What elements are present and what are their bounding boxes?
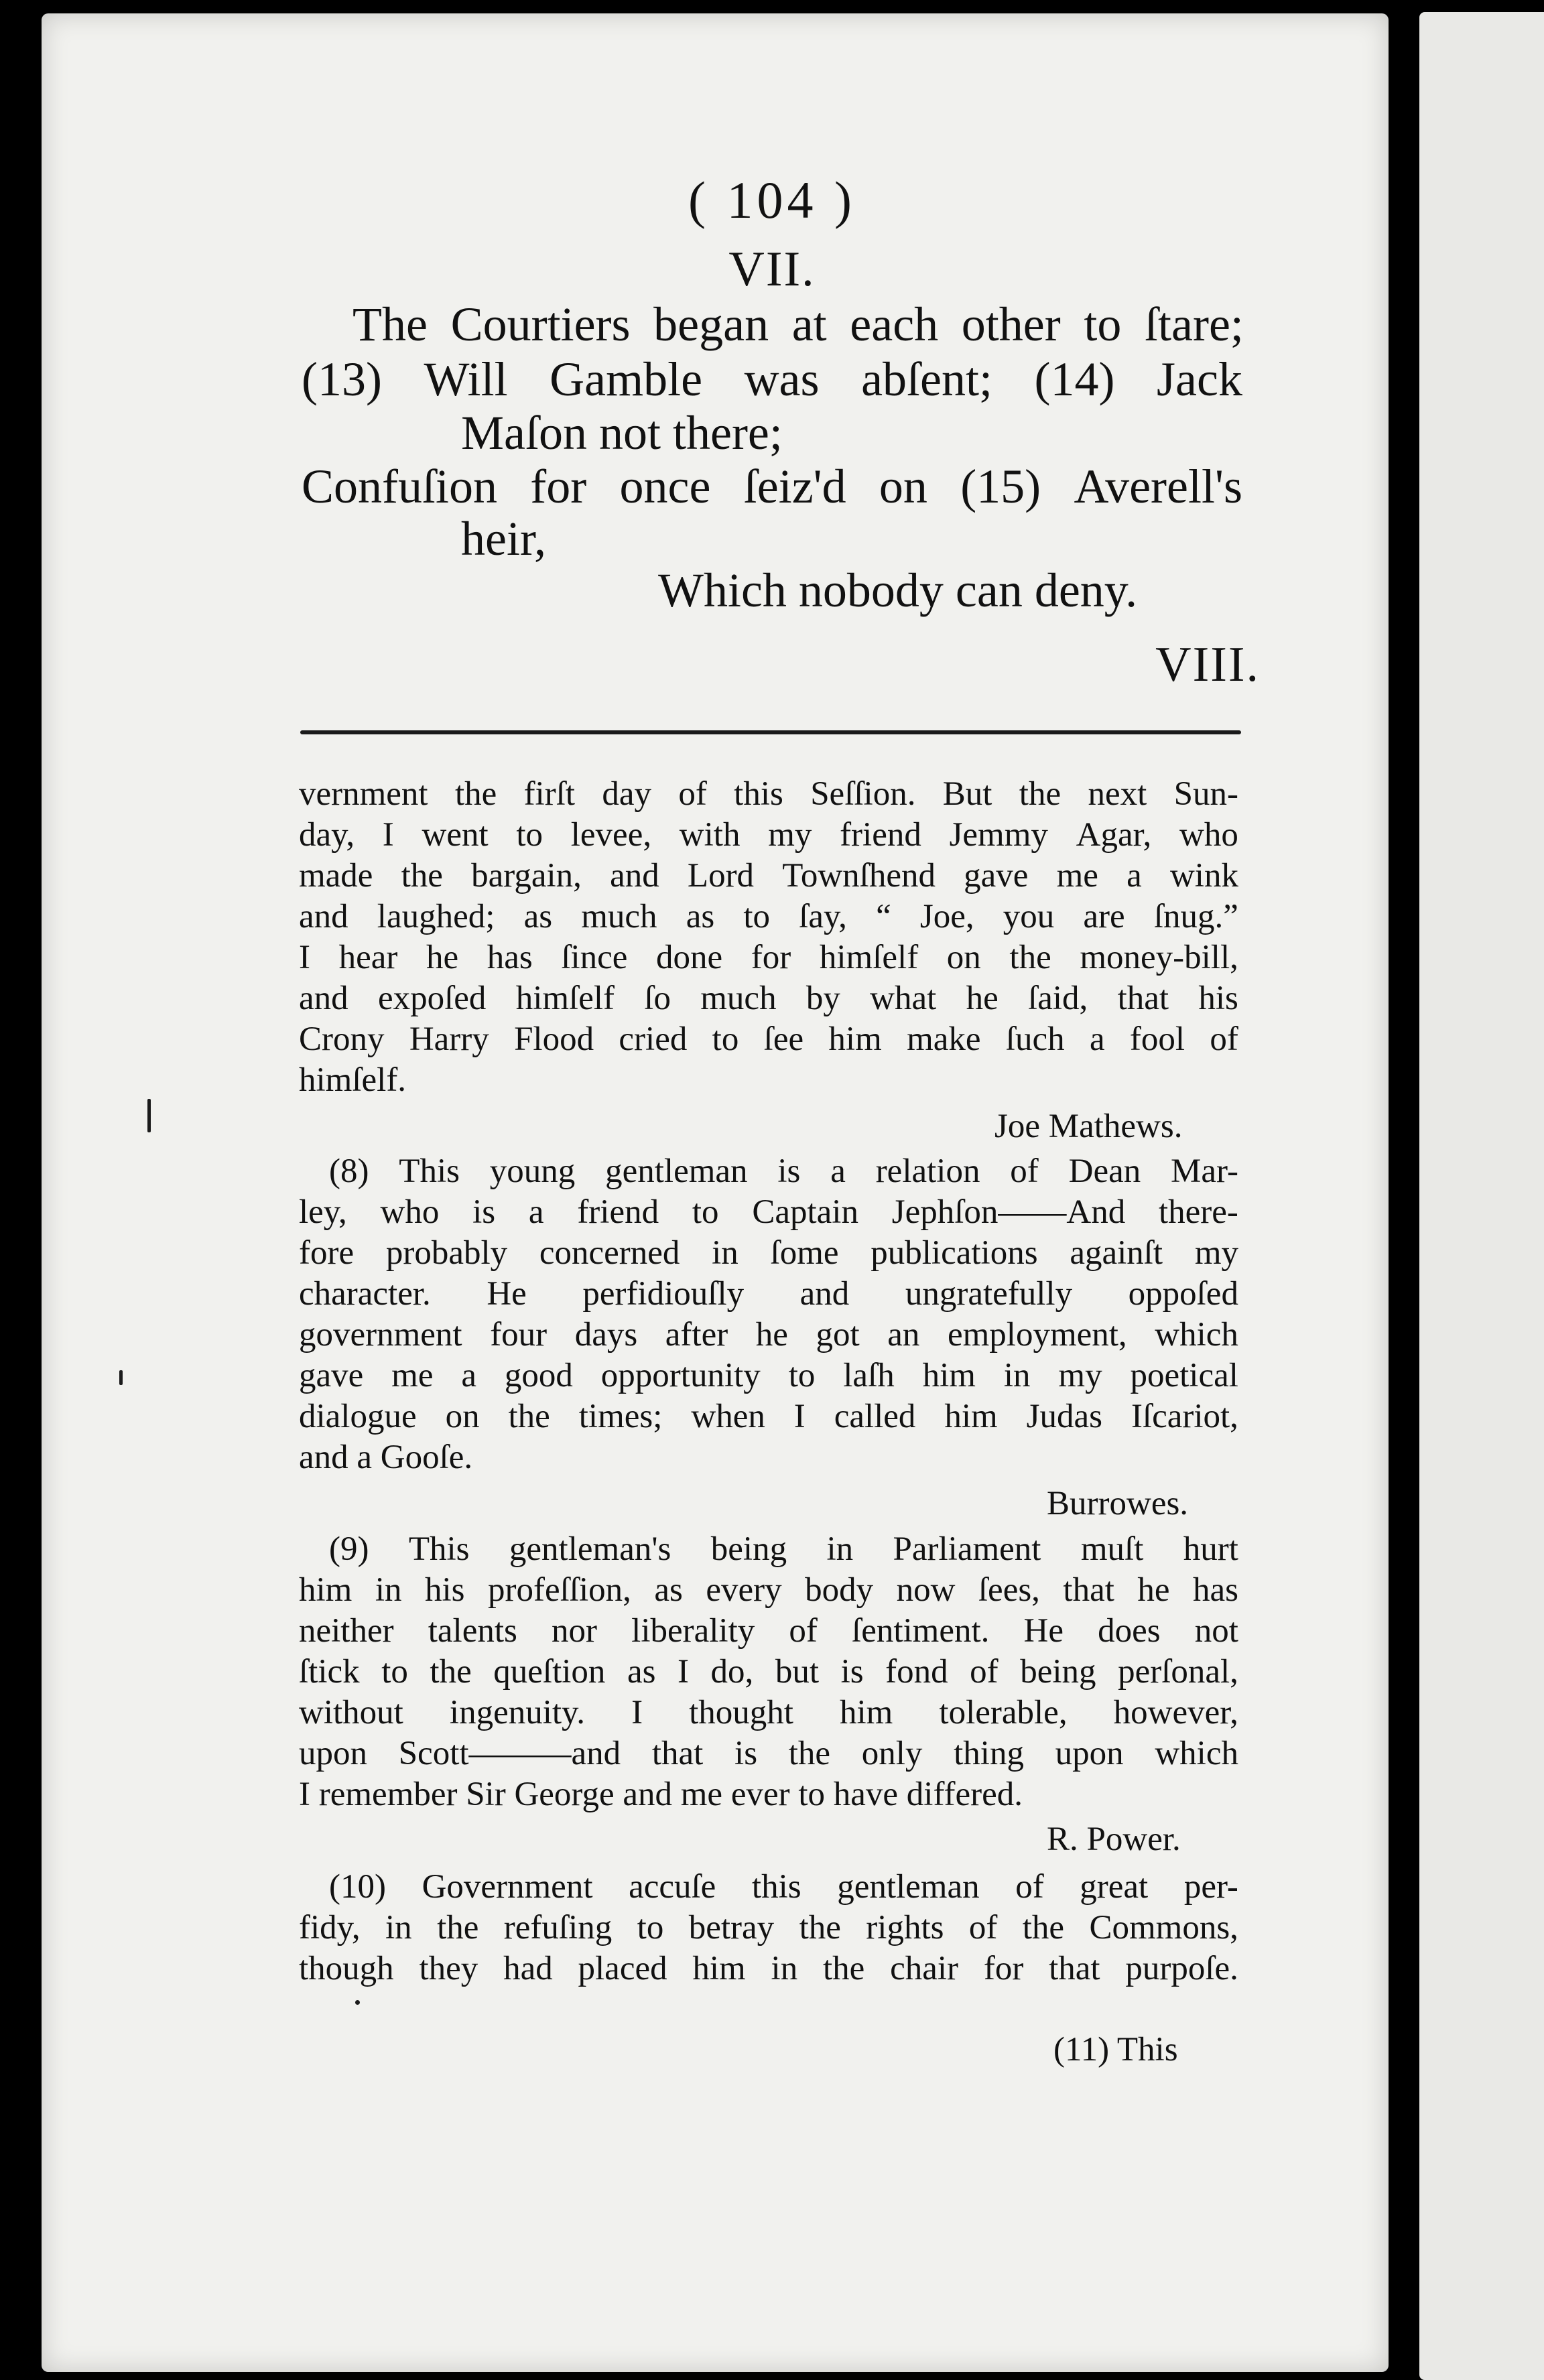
verse-line: Confuſion for once ſeiz'd on (15) Averell's [302, 460, 1242, 513]
facing-page-edge [1419, 12, 1544, 2380]
note-line: (8) This young gentleman is a relation of Dean Mar- [329, 1152, 1238, 1190]
note-line: ley, who is a friend to Captain Jephſon——And there- [299, 1193, 1238, 1231]
note-line: gave me a good opportunity to laſh him in my poetical [299, 1357, 1238, 1394]
note-line: vernment the firſt day of this Seſſion. But the next Sun- [299, 775, 1238, 813]
note-10 [299, 1867, 1238, 1989]
note-signature: Joe Mathews. [994, 1108, 1183, 1145]
note-line: fidy, in the refuſing to betray the rights of the Commons, [299, 1909, 1238, 1946]
note-line: day, I went to levee, with my friend Jemmy Agar, who [299, 816, 1238, 854]
note-line: himſelf. [299, 1061, 407, 1099]
margin-mark [147, 1099, 151, 1132]
note-line: neither talents nor liberality of ſentiment. He does not [299, 1612, 1238, 1650]
note-line: though they had placed him in the chair for that purpoſe. [299, 1950, 1238, 1987]
note-signature: R. Power. [1047, 1821, 1181, 1858]
page-folio: ( 104 ) [688, 171, 856, 229]
verse-line: (13) Will Gamble was abſent; (14) Jack [302, 352, 1242, 406]
verse-line: heir, [461, 512, 547, 566]
verse-line: Maſon not there; [461, 406, 783, 460]
note-signature: Burrowes. [1047, 1485, 1189, 1522]
note-line: made the bargain, and Lord Townſhend gave me a wink [299, 857, 1238, 895]
stanza-number-viii: VIII. [1155, 637, 1260, 692]
note-line: dialogue on the times; when I called him Judas Iſcariot, [299, 1398, 1238, 1435]
footnote-rule [300, 730, 1241, 734]
margin-mark [119, 1370, 123, 1385]
note-9 [299, 1529, 1238, 1815]
note-line: ſtick to the queſtion as I do, but is fond of being perſonal, [299, 1653, 1238, 1691]
note-line: government four days after he got an employment, which [299, 1316, 1238, 1353]
margin-mark [355, 2000, 360, 2005]
note-line: and laughed; as much as to ſay, “ Joe, you are ſnug.” [299, 898, 1238, 935]
note-line: and expoſed himſelf ſo much by what he ſaid, that his [299, 980, 1238, 1017]
note-line: and a Gooſe. [299, 1439, 473, 1476]
note-line: (10) Government accuſe this gentleman of great per- [329, 1868, 1238, 1906]
note-line: fore probably concerned in ſome publications againſt my [299, 1234, 1238, 1272]
note-line: Crony Harry Flood cried to ſee him make ſuch a fool of [299, 1020, 1238, 1058]
note-8 [299, 1151, 1238, 1478]
note-joe-mathews [299, 774, 1238, 1101]
note-line: I remember Sir George and me ever to have differed. [299, 1776, 1023, 1813]
note-line: him in his profeſſion, as every body now ſees, that he has [299, 1571, 1238, 1609]
verse-line: The Courtiers began at each other to ſtare; [352, 298, 1244, 351]
note-line: (9) This gentleman's being in Parliament muſt hurt [329, 1530, 1238, 1568]
stanza-number-vii: VII. [728, 242, 816, 297]
note-line: without ingenuity. I thought him tolerable, however, [299, 1694, 1238, 1731]
note-line: character. He perfidiouſly and ungratefully oppoſed [299, 1275, 1238, 1313]
catchword: (11) This [1053, 2031, 1178, 2068]
verse-line: Which nobody can deny. [658, 564, 1138, 617]
note-line: I hear he has ſince done for himſelf on the money-bill, [299, 939, 1238, 976]
note-line: upon Scott———and that is the only thing upon which [299, 1735, 1238, 1772]
